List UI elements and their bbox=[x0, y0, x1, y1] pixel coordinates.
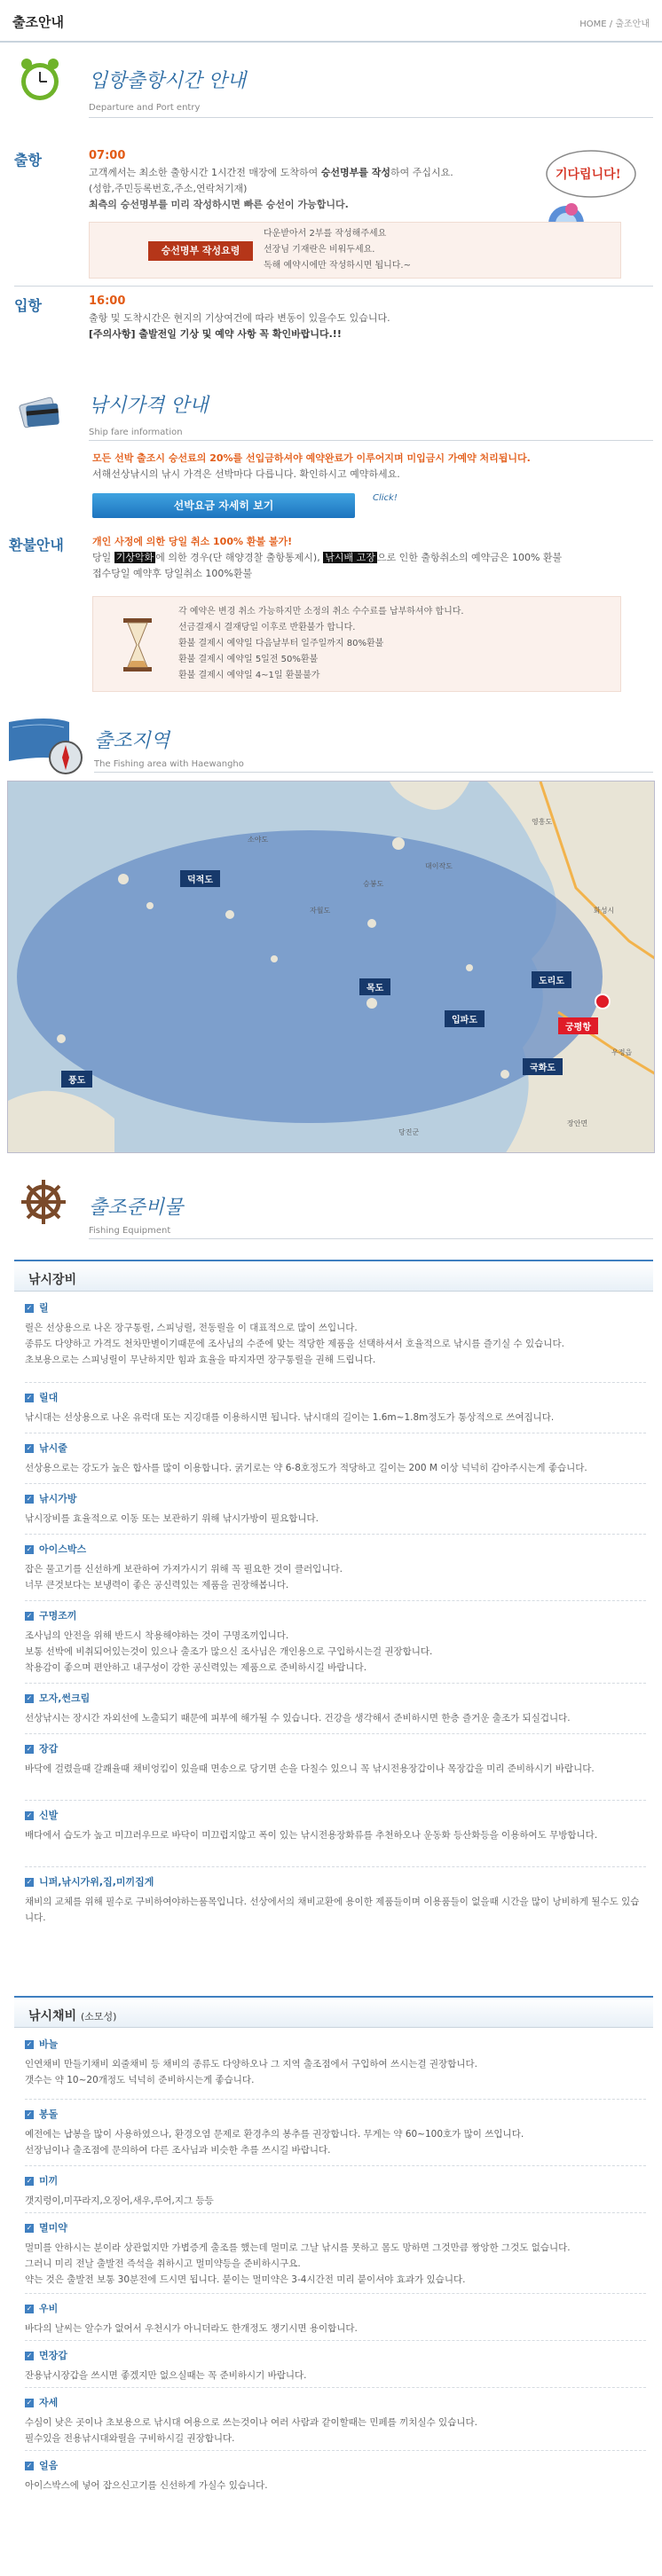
gear-subtitle: Fishing Equipment bbox=[89, 1226, 171, 1236]
gear-title: 출조준비물 bbox=[89, 1197, 184, 1219]
check-icon: ✓ bbox=[26, 1394, 33, 1402]
divider bbox=[89, 1238, 653, 1239]
page-title: 출조안내 bbox=[12, 14, 64, 30]
click-note: Click! bbox=[373, 493, 398, 503]
badge-text: 기다립니다! bbox=[556, 168, 621, 182]
breadcrumb-sep: / bbox=[609, 20, 613, 29]
divider bbox=[89, 117, 653, 118]
refund-desc: 당일 기상악화 에 의한 경우(단 해양경찰 출항통제시), 낚시배 고장 으로 인한 출항취소의 예약금은 100% 환불 bbox=[92, 552, 563, 563]
refund-rule: 환불 결제시 예약일 4~1일 환불불가 bbox=[178, 671, 320, 680]
list-item: ✓ 얼음 아이스박스에 넣어 잡으신고기를 신선하게 가실수 있습니다. bbox=[25, 2460, 268, 2491]
fishing-area-map[interactable] bbox=[7, 781, 655, 1153]
in-label: 입항 bbox=[14, 297, 42, 314]
check-icon: ✓ bbox=[26, 1304, 33, 1312]
out-desc: 고객께서는 최소한 출항시간 1시간전 매장에 도착하여 승선명부를 작성하여 주십시요. bbox=[89, 167, 453, 178]
area-subtitle: The Fishing area with Haewangho bbox=[94, 759, 244, 769]
departure-title: 입항출항시간 안내 bbox=[89, 70, 247, 92]
map-place: 우정읍 bbox=[611, 1048, 633, 1056]
check-icon: ✓ bbox=[26, 1694, 33, 1702]
check-icon: ✓ bbox=[26, 1878, 33, 1886]
map-place: 자월도 bbox=[310, 907, 331, 915]
list-item: ✓ 아이스박스 잡은 물고기를 신선하게 보관하여 가져가시기 위해 꼭 필요한 것이 클러입니다. 너무 큰것보다는 보냉력이 좋은 공신력있는 제품을 권장해봅니다. bbox=[25, 1543, 343, 1590]
list-item: ✓ 구명조끼 조사님의 안전을 위해 반드시 착용해야하는 것이 구명조끼입니다. 보통 선박에 비취되어있는것이 있으나 출조가 많으신 조사님은 개인용으로 구입하시는걸 권장합니다. 착용감이 좋으며 편안하고 내구성이 강한 공신력있는 제품으로 준비하시길 바랍니다. bbox=[25, 1610, 433, 1673]
list-item: ✓ 낚시줄 선상용으로는 강도가 높은 합사를 많이 이용합니다. 굵기로는 약 6-8호정도가 적당하고 길이는 200 M 이상 넉넉히 감아주시는게 좋습니다. bbox=[25, 1442, 587, 1473]
check-icon: ✓ bbox=[26, 2224, 33, 2232]
out-label: 출항 bbox=[14, 152, 42, 169]
map-label[interactable]: 풍도 bbox=[61, 1071, 92, 1088]
roster-note: 다운받아서 2부를 작성해주세요 bbox=[264, 229, 387, 239]
list-item: ✓ 봉돌 예전에는 납봉을 많이 사용하였으나, 환경오염 문제로 환경추의 봉추를 권장합니다. 무게는 약 60~100호가 많이 쓰입니다. 선장님이나 출조점에 문의하여 다른 조사님과 비슷한 추를 쓰시길 바랍니다. bbox=[25, 2109, 524, 2156]
list-item: ✓ 릴대 낚시대는 선상용으로 나온 유럭대 또는 지깅대를 이용하시면 됩니다. 낚시대의 길이는 1.6m~1.8m정도가 통상적으로 쓰여집니다. bbox=[25, 1392, 555, 1423]
map-place: 당진군 bbox=[398, 1128, 420, 1136]
area-title: 출조지역 bbox=[94, 730, 170, 752]
check-icon: ✓ bbox=[26, 1444, 33, 1452]
list-item: ✓ 신발 배다에서 습도가 높고 미끄러우므로 바닥이 미끄럽지않고 폭이 있는 낚시전용장화류를 추천하오나 운동화 등산화등을 이용하여도 무방합니다. bbox=[25, 1810, 598, 1841]
refund-label: 환불안내 bbox=[9, 537, 64, 554]
map-label-home-port[interactable]: 궁평항 bbox=[558, 1017, 598, 1034]
out-warning: 최측의 승선명부를 미리 작성하시면 빠른 승선이 가능합니다. bbox=[89, 199, 349, 210]
price-note: 서해선상낚시의 낚시 가격은 선박마다 다릅니다. 확인하시고 예약하세요. bbox=[92, 468, 400, 480]
check-icon: ✓ bbox=[26, 2110, 33, 2118]
refund-box bbox=[92, 596, 621, 692]
check-icon: ✓ bbox=[26, 1545, 33, 1553]
divider bbox=[89, 440, 653, 441]
check-icon: ✓ bbox=[26, 2352, 33, 2360]
check-icon: ✓ bbox=[26, 1745, 33, 1753]
breadcrumb-home[interactable]: HOME bbox=[579, 20, 607, 29]
refund-rule: 환불 결제시 예약일 다음날부터 일주일까지 80%환불 bbox=[178, 639, 384, 648]
refund-rule: 각 예약은 변경 취소 가능하지만 소정의 취소 수수료를 납부하셔야 합니다. bbox=[178, 607, 464, 617]
list-item: ✓ 모자,썬크림 선상낚시는 장시간 자외선에 노출되기 때문에 피부에 해가될 수 있습니다. 건강을 생각해서 준비하시면 한층 즐거운 출조가 되실겁니다. bbox=[25, 1692, 571, 1724]
in-notice: [주의사항] 출발전일 기상 및 예약 사항 꼭 확인바랍니다.!! bbox=[89, 328, 342, 340]
price-title: 낚시가격 안내 bbox=[89, 395, 209, 417]
check-icon: ✓ bbox=[26, 1811, 33, 1819]
list-item: ✓ 릴 릴은 선상용으로 나온 장구통릴, 스피닝릴, 전동릴을 이 대표적으로 많이 쓰입니다. 종류도 다양하고 가격도 천차만별이기때문에 조사님의 수준에 맞는 적당한 제품을 선택하셔서 호율적으로 낚시를 즐기실 수 있습니다. 초보용으로는 스피닝릴이 무난하지만 힘과 효율을 따지자면 장구통릴을 권해 드립니다. bbox=[25, 1302, 564, 1365]
list-item: ✓ 멸미약 멀미를 안하시는 분이라 상관없지만 가볍증게 출조를 했는데 멀미로 그날 낚시를 못하고 몸도 망하면 그것만큼 짱앙한 그것도 없습니다. 그러니 미리 전날 출발전 즉석을 취하시고 멀미약등을 준비하시구요. 약는 것은 출발전 보통 30분전에 드시면 됩니다. 붙이는 멀미약은 3-4시간전 미리 붙이셔야 효과가 있습니다. bbox=[25, 2222, 571, 2285]
check-icon: ✓ bbox=[26, 2040, 33, 2048]
roster-note: 독해 예약시에만 작성하시면 됩니다.~ bbox=[264, 261, 411, 271]
breadcrumb-current: 출조안내 bbox=[615, 20, 650, 29]
map-place: 장안면 bbox=[567, 1119, 588, 1127]
map-label[interactable]: 입파도 bbox=[445, 1010, 485, 1027]
divider bbox=[94, 772, 653, 773]
fare-detail-button[interactable]: 선박요금 자세히 보기 bbox=[92, 493, 355, 518]
roster-note: 선장님 기재란은 비워두세요. bbox=[264, 245, 375, 255]
check-icon: ✓ bbox=[26, 2305, 33, 2313]
map-place: 승봉도 bbox=[363, 880, 384, 888]
map-place: 대이작도 bbox=[425, 862, 453, 870]
roster-guide-button[interactable]: 승선명부 작성요령 bbox=[148, 241, 253, 261]
map-label[interactable]: 국화도 bbox=[523, 1058, 563, 1075]
helm-wheel-icon bbox=[20, 1178, 67, 1226]
equipment-heading: 낚시장비 bbox=[28, 1273, 77, 1287]
price-subtitle: Ship fare information bbox=[89, 428, 183, 437]
out-time: 07:00 bbox=[89, 149, 126, 162]
check-icon: ✓ bbox=[26, 1495, 33, 1503]
map-label[interactable]: 도리도 bbox=[532, 971, 571, 988]
map-place: 화성시 bbox=[594, 907, 615, 915]
roster-notes bbox=[264, 226, 411, 274]
equipment-header bbox=[14, 1260, 653, 1292]
check-icon: ✓ bbox=[26, 1612, 33, 1620]
list-item: ✓ 장갑 바닥에 걸렸을때 갈쾌율때 채비엉킴이 있을때 면송으로 당기면 손을 다칠수 있으니 꼭 낚시전용장갑이나 목장갑을 미리 준비하시기 바랍니다. bbox=[25, 1743, 595, 1774]
list-item: ✓ 바늘 인연채비 만들기채비 외줄채비 등 채비의 종류도 다양하오나 그 지역 출조점에서 구입하여 쓰시는걸 권장합니다. 갯수는 약 10~20개정도 넉넉히 준비하시는게 좋습니다. bbox=[25, 2038, 477, 2085]
check-icon: ✓ bbox=[26, 2462, 33, 2470]
divider bbox=[14, 286, 653, 287]
refund-rule: 선금결재시 결재당일 이후로 반환불가 합니다. bbox=[178, 623, 356, 632]
breadcrumb bbox=[579, 16, 650, 29]
equipment-list bbox=[25, 1300, 646, 1933]
check-icon: ✓ bbox=[26, 2177, 33, 2185]
in-desc: 출항 및 도착시간은 현지의 기상여건에 따라 변동이 있을수도 있습니다. bbox=[89, 312, 390, 324]
map-label[interactable]: 목도 bbox=[359, 978, 390, 995]
page-header bbox=[0, 0, 662, 43]
tackle-header bbox=[14, 1996, 653, 2028]
list-item: ✓ 자세 수심이 낮은 곳이나 초보용으로 낚시대 여용으로 쓰는것이나 여러 사람과 같이할때는 민페를 끼치실수 있습니다. 필수있을 전용낚시대와릴을 구비하시길 권장합니다. bbox=[25, 2397, 477, 2444]
clock-icon bbox=[16, 55, 64, 103]
in-time: 16:00 bbox=[89, 295, 126, 308]
check-icon: ✓ bbox=[26, 2399, 33, 2407]
deposit-warning: 모든 선박 출조시 승선료의 20%를 선입금하셔야 예약완료가 이루어지며 미입금시 가예약 처리됩니다. bbox=[92, 452, 531, 464]
map-place: 소야도 bbox=[248, 836, 269, 844]
list-item: ✓ 면장갑 잔용낚시장갑을 쓰시면 좋겠지만 없으실때는 꼭 준비하시기 바랍니다. bbox=[25, 2350, 307, 2381]
list-item: ✓ 니퍼,낚시가위,집,미끼집게 채비의 교체를 위해 필수로 구비하여야하는품목입니다. 선상에서의 채비교환에 용이한 제품들이며 이용품들이 없을때 시간을 많이 낭비하게 될수도 있습니다. bbox=[25, 1876, 640, 1923]
map-place: 영흥도 bbox=[532, 818, 553, 826]
hourglass-icon bbox=[120, 617, 155, 673]
list-item: ✓ 낚시가방 낚시장비를 효율적으로 이동 또는 보관하기 위해 낚시가방이 필요합니다. bbox=[25, 1493, 319, 1524]
refund-desc-2: 접수당일 예약후 당일취소 100%환불 bbox=[92, 568, 253, 579]
refund-warning: 개인 사정에 의한 당일 취소 100% 환불 불가! bbox=[92, 536, 293, 547]
refund-rules bbox=[178, 604, 464, 684]
list-item: ✓ 우비 바다의 날씨는 알수가 없어서 우천시가 아니더라도 한개정도 챙기시면 용이합니다. bbox=[25, 2303, 358, 2334]
map-compass-icon bbox=[7, 715, 89, 777]
tackle-heading: 낚시채비 (소모성) bbox=[28, 2009, 117, 2023]
map-label[interactable]: 덕적도 bbox=[180, 870, 220, 887]
roster-box bbox=[89, 222, 621, 279]
departure-subtitle: Departure and Port entry bbox=[89, 103, 201, 113]
refund-rule: 환불 결제시 예약일 5일전 50%환불 bbox=[178, 655, 319, 664]
list-item: ✓ 미끼 갯지렁이,미꾸라지,오징어,새우,루어,지그 등등 bbox=[25, 2175, 214, 2206]
tackle-list bbox=[25, 2037, 646, 2497]
out-desc-2: (성함,주민등록번호,주소,연락처기재) bbox=[89, 183, 248, 194]
card-icon bbox=[16, 389, 64, 436]
